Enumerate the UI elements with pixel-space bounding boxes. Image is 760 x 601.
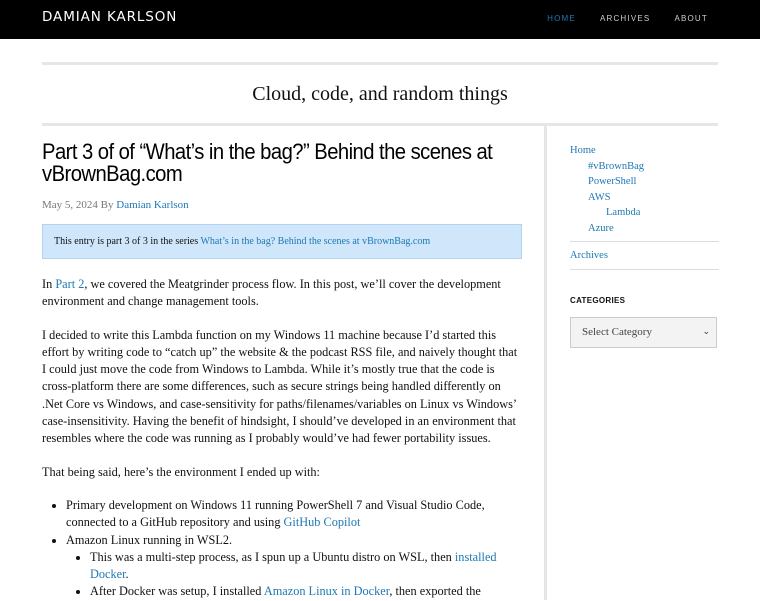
category-select-value: Select Category	[582, 326, 652, 338]
list-item	[66, 497, 522, 532]
chevron-down-icon: ⌄	[702, 327, 710, 337]
categories-heading: CATEGORIES	[570, 295, 626, 305]
environment-list	[42, 497, 522, 601]
sub-list	[66, 549, 522, 601]
github-copilot-link[interactable]: GitHub Copilot	[283, 515, 361, 530]
menu-archives[interactable]: Archives	[570, 250, 608, 261]
category-select[interactable]	[570, 317, 717, 348]
sidebar	[570, 143, 719, 348]
menu-separator	[570, 269, 719, 270]
paragraph-1	[42, 276, 522, 311]
nav-home[interactable]: HOME	[547, 14, 576, 23]
post-date: May 5, 2024	[42, 199, 98, 211]
menu-aws[interactable]: AWS	[588, 191, 611, 203]
list-item	[66, 532, 522, 601]
post-article	[42, 141, 522, 601]
menu-home[interactable]: Home	[570, 145, 596, 156]
list-item-text: After Docker was setup, I installed	[90, 584, 262, 599]
post-title: Part 3 of of “What’s in the bag?” Behind the scenes at vBrownBag.com	[42, 139, 493, 186]
list-item-end: .	[125, 567, 129, 582]
site-title[interactable]: DAMIAN KARLSON	[42, 9, 178, 25]
top-nav	[547, 14, 708, 23]
menu-azure[interactable]: Azure	[588, 222, 614, 234]
site-tagline: Cloud, code, and random things	[252, 82, 508, 105]
post-meta	[42, 199, 522, 211]
post-author-link[interactable]: Damian Karlson	[116, 199, 189, 211]
amazon-linux-docker-link[interactable]: Amazon Linux in Docker	[263, 584, 390, 599]
menu-powershell[interactable]: PowerShell	[588, 176, 637, 187]
sidebar-menu	[570, 143, 719, 270]
post-by: By	[100, 199, 114, 211]
p1-post: , we covered the Meatgrinder process flow. In this post, we’ll cover the development environment and change management tools.	[42, 277, 501, 309]
series-notice	[42, 224, 522, 259]
menu-separator	[570, 241, 719, 242]
list-item	[90, 583, 522, 600]
list-item-text: This was a multi-step process, as I spun up a Ubuntu distro on WSL, then	[90, 549, 452, 564]
paragraph-3: That being said, here’s the environment I ended up with:	[42, 464, 320, 479]
paragraph-2: I decided to write this Lambda function on my Windows 11 machine because I’d started this effort by writing code to “catch up” the website & the podcast RSS file, and naively thought that I could just move the code from Windows to Lambda. While it’s mostly true that the code is cross-platform there are some differences, such as secure strings being handled differently on .Net Core vs Windows, and case-sensitivity for paths/filenames/variables on Linux vs Windows’ case-insensitivity. Having the benefit of hindsight, I should’ve developed in an environment that resembles where the code was running as I probably would’ve had fewer portability issues.	[42, 327, 518, 446]
list-item-text: Primary development on Windows 11 running PowerShell 7 and Visual Studio Code, connected to a GitHub repository and using	[66, 497, 485, 530]
series-prefix: This entry is part 3 of 3 in the series	[54, 236, 199, 247]
part2-link[interactable]: Part 2	[55, 277, 85, 291]
nav-archives[interactable]: ARCHIVES	[599, 14, 651, 23]
tagline-banner	[42, 62, 718, 126]
menu-lambda[interactable]: Lambda	[606, 207, 641, 218]
list-item-end: , then exported the	[389, 584, 481, 599]
list-item-text: Amazon Linux running in WSL2.	[66, 532, 233, 547]
series-link[interactable]: What’s in the bag? Behind the scenes at vBrownBag.com	[200, 236, 431, 247]
list-item	[90, 549, 522, 584]
nav-about[interactable]: ABOUT	[674, 14, 708, 23]
top-bar	[0, 0, 760, 39]
installed-docker-link[interactable]: installed Docker	[90, 549, 497, 582]
menu-vbrownbag[interactable]: #vBrownBag	[588, 160, 644, 172]
sidebar-divider	[544, 123, 547, 600]
p1-pre: In	[42, 277, 53, 291]
